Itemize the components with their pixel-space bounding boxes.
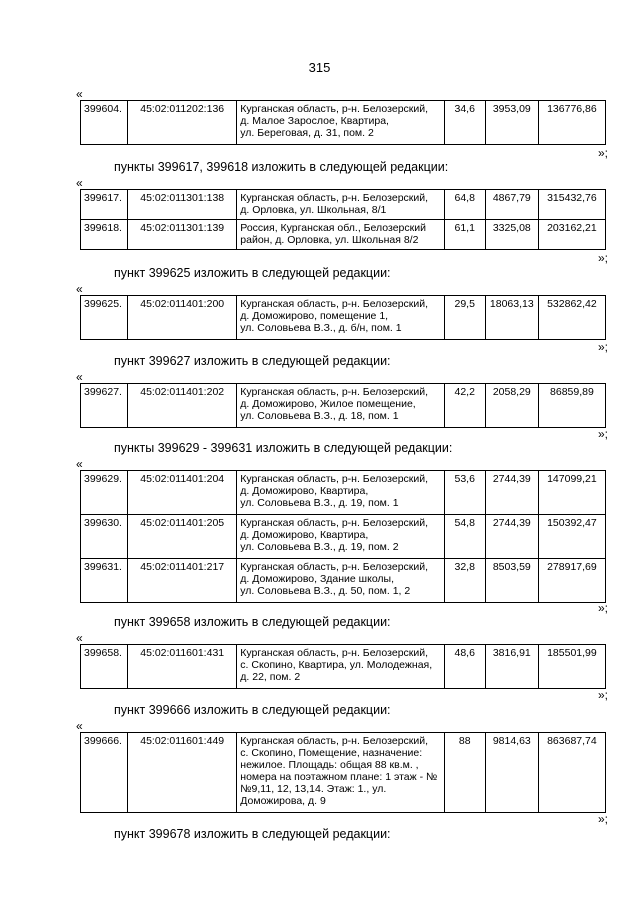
item-number: 399604. bbox=[81, 101, 128, 145]
quote-close: »; bbox=[598, 427, 609, 441]
quote-close: »; bbox=[598, 146, 609, 160]
instruction-text: пункт 399627 изложить в следующей редакции: bbox=[114, 354, 391, 368]
address-line: д. Доможирово, помещение 1, bbox=[240, 310, 389, 322]
address-line: Курганская область, р-н. Белозерский, bbox=[240, 386, 429, 398]
address-line: нежилое. Площадь: общая 88 кв.м. , bbox=[240, 759, 419, 771]
cadastral-number: 45:02:011202:136 bbox=[128, 101, 237, 145]
price: 18063,13 bbox=[485, 296, 538, 340]
address-line: д. 22, пом. 2 bbox=[240, 671, 301, 683]
address-line: ул. Соловьева В.З., д. 19, пом. 1 bbox=[240, 497, 399, 509]
address-line: д. Малое Зарослое, Квартира, bbox=[240, 115, 389, 127]
quote-open: « bbox=[76, 370, 83, 384]
address bbox=[237, 559, 444, 603]
cadastral-number: 45:02:011401:204 bbox=[128, 471, 237, 515]
price: 2058,29 bbox=[485, 384, 538, 428]
quote-open: « bbox=[76, 282, 83, 296]
price: 3953,09 bbox=[485, 101, 538, 145]
address-line: Курганская область, р-н. Белозерский, bbox=[240, 735, 429, 747]
price: 2744,39 bbox=[485, 471, 538, 515]
address-line: район, д. Орловка, ул. Школьная 8/2 bbox=[240, 234, 419, 246]
address bbox=[237, 471, 444, 515]
price: 8503,59 bbox=[485, 559, 538, 603]
cadastral-number: 45:02:011401:205 bbox=[128, 515, 237, 559]
area: 29,5 bbox=[444, 296, 485, 340]
item-number: 399617. bbox=[81, 190, 128, 220]
address bbox=[237, 296, 444, 340]
quote-close: »; bbox=[598, 251, 609, 265]
address bbox=[237, 190, 444, 220]
address-line: ул. Соловьева В.З., д. 50, пом. 1, 2 bbox=[240, 585, 411, 597]
address-line: с. Скопино, Помещение, назначение: bbox=[240, 747, 423, 759]
instruction-text: пункт 399658 изложить в следующей редакции: bbox=[114, 615, 391, 629]
area: 32,8 bbox=[444, 559, 485, 603]
record-table bbox=[80, 189, 606, 250]
address-line: д. Доможирово, Квартира, bbox=[240, 485, 369, 497]
table-row bbox=[81, 515, 606, 559]
address-line: №9,11, 12, 13,14. Этаж: 1., ул. bbox=[240, 783, 387, 795]
quote-open: « bbox=[76, 87, 83, 101]
quote-close: »; bbox=[598, 812, 609, 826]
cadastral-number: 45:02:011301:139 bbox=[128, 220, 237, 250]
address-line: д. Доможирово, Жилое помещение, bbox=[240, 398, 416, 410]
table-row bbox=[81, 296, 606, 340]
quote-open: « bbox=[76, 457, 83, 471]
price: 4867,79 bbox=[485, 190, 538, 220]
price: 9814,63 bbox=[485, 733, 538, 813]
table-row bbox=[81, 101, 606, 145]
table-row bbox=[81, 190, 606, 220]
quote-close: »; bbox=[598, 601, 609, 615]
quote-close: »; bbox=[598, 340, 609, 354]
price: 3816,91 bbox=[485, 645, 538, 689]
address bbox=[237, 220, 444, 250]
value: 278917,69 bbox=[538, 559, 605, 603]
cadastral-number: 45:02:011401:217 bbox=[128, 559, 237, 603]
area: 42,2 bbox=[444, 384, 485, 428]
area: 34,6 bbox=[444, 101, 485, 145]
address-line: с. Скопино, Квартира, ул. Молодежная, bbox=[240, 659, 433, 671]
record-table bbox=[80, 295, 606, 340]
item-number: 399666. bbox=[81, 733, 128, 813]
cadastral-number: 45:02:011601:449 bbox=[128, 733, 237, 813]
address-line: ул. Береговая, д. 31, пом. 2 bbox=[240, 127, 374, 139]
item-number: 399618. bbox=[81, 220, 128, 250]
instruction-text: пункты 399617, 399618 изложить в следующей редакции: bbox=[114, 160, 449, 174]
quote-open: « bbox=[76, 719, 83, 733]
item-number: 399658. bbox=[81, 645, 128, 689]
record-table bbox=[80, 732, 606, 813]
address bbox=[237, 733, 444, 813]
cadastral-number: 45:02:011601:431 bbox=[128, 645, 237, 689]
address-line: Курганская область, р-н. Белозерский, bbox=[240, 473, 429, 485]
price: 2744,39 bbox=[485, 515, 538, 559]
page-number: 315 bbox=[308, 60, 331, 75]
value: 532862,42 bbox=[538, 296, 605, 340]
value: 136776,86 bbox=[538, 101, 605, 145]
value: 863687,74 bbox=[538, 733, 605, 813]
area: 61,1 bbox=[444, 220, 485, 250]
address-line: ул. Соловьева В.З., д. 18, пом. 1 bbox=[240, 410, 399, 422]
record-table bbox=[80, 470, 606, 603]
address-line: д. Орловка, ул. Школьная, 8/1 bbox=[240, 204, 387, 216]
record-table bbox=[80, 644, 606, 689]
quote-open: « bbox=[76, 176, 83, 190]
address-line: Доможирова, д. 9 bbox=[240, 795, 326, 807]
cadastral-number: 45:02:011401:200 bbox=[128, 296, 237, 340]
record-table bbox=[80, 383, 606, 428]
address-line: Курганская область, р-н. Белозерский, bbox=[240, 561, 429, 573]
address-line: Курганская область, р-н. Белозерский, bbox=[240, 298, 429, 310]
address-line: Курганская область, р-н. Белозерский, bbox=[240, 647, 429, 659]
address bbox=[237, 645, 444, 689]
address-line: д. Доможирово, Здание школы, bbox=[240, 573, 395, 585]
table-row bbox=[81, 471, 606, 515]
instruction-text: пункт 399666 изложить в следующей редакции: bbox=[114, 703, 391, 717]
address-line: Курганская область, р-н. Белозерский, bbox=[240, 103, 429, 115]
area: 64,8 bbox=[444, 190, 485, 220]
instruction-text: пункт 399625 изложить в следующей редакции: bbox=[114, 266, 391, 280]
area: 48,6 bbox=[444, 645, 485, 689]
item-number: 399625. bbox=[81, 296, 128, 340]
quote-close: »; bbox=[598, 688, 609, 702]
item-number: 399629. bbox=[81, 471, 128, 515]
address-line: Курганская область, р-н. Белозерский, bbox=[240, 517, 429, 529]
instruction-text: пункты 399629 - 399631 изложить в следующей редакции: bbox=[114, 441, 453, 455]
address-line: Россия, Курганская обл., Белозерский bbox=[240, 222, 426, 234]
table-row bbox=[81, 733, 606, 813]
price: 3325,08 bbox=[485, 220, 538, 250]
value: 147099,21 bbox=[538, 471, 605, 515]
cadastral-number: 45:02:011401:202 bbox=[128, 384, 237, 428]
instruction-text: пункт 399678 изложить в следующей редакции: bbox=[114, 827, 391, 841]
address bbox=[237, 515, 444, 559]
value: 315432,76 bbox=[538, 190, 605, 220]
address-line: Курганская область, р-н. Белозерский, bbox=[240, 192, 429, 204]
record-table bbox=[80, 100, 606, 145]
quote-open: « bbox=[76, 631, 83, 645]
table-row bbox=[81, 384, 606, 428]
value: 86859,89 bbox=[538, 384, 605, 428]
address-line: номера на поэтажном плане: 1 этаж - № bbox=[240, 771, 438, 783]
value: 150392,47 bbox=[538, 515, 605, 559]
table-row bbox=[81, 645, 606, 689]
area: 88 bbox=[444, 733, 485, 813]
item-number: 399627. bbox=[81, 384, 128, 428]
value: 203162,21 bbox=[538, 220, 605, 250]
area: 53,6 bbox=[444, 471, 485, 515]
item-number: 399630. bbox=[81, 515, 128, 559]
address-line: ул. Соловьева В.З., д. б/н, пом. 1 bbox=[240, 322, 402, 334]
table-row bbox=[81, 220, 606, 250]
address bbox=[237, 101, 444, 145]
address bbox=[237, 384, 444, 428]
item-number: 399631. bbox=[81, 559, 128, 603]
table-row bbox=[81, 559, 606, 603]
value: 185501,99 bbox=[538, 645, 605, 689]
address-line: ул. Соловьева В.З., д. 19, пом. 2 bbox=[240, 541, 399, 553]
address-line: д. Доможирово, Квартира, bbox=[240, 529, 369, 541]
cadastral-number: 45:02:011301:138 bbox=[128, 190, 237, 220]
area: 54,8 bbox=[444, 515, 485, 559]
